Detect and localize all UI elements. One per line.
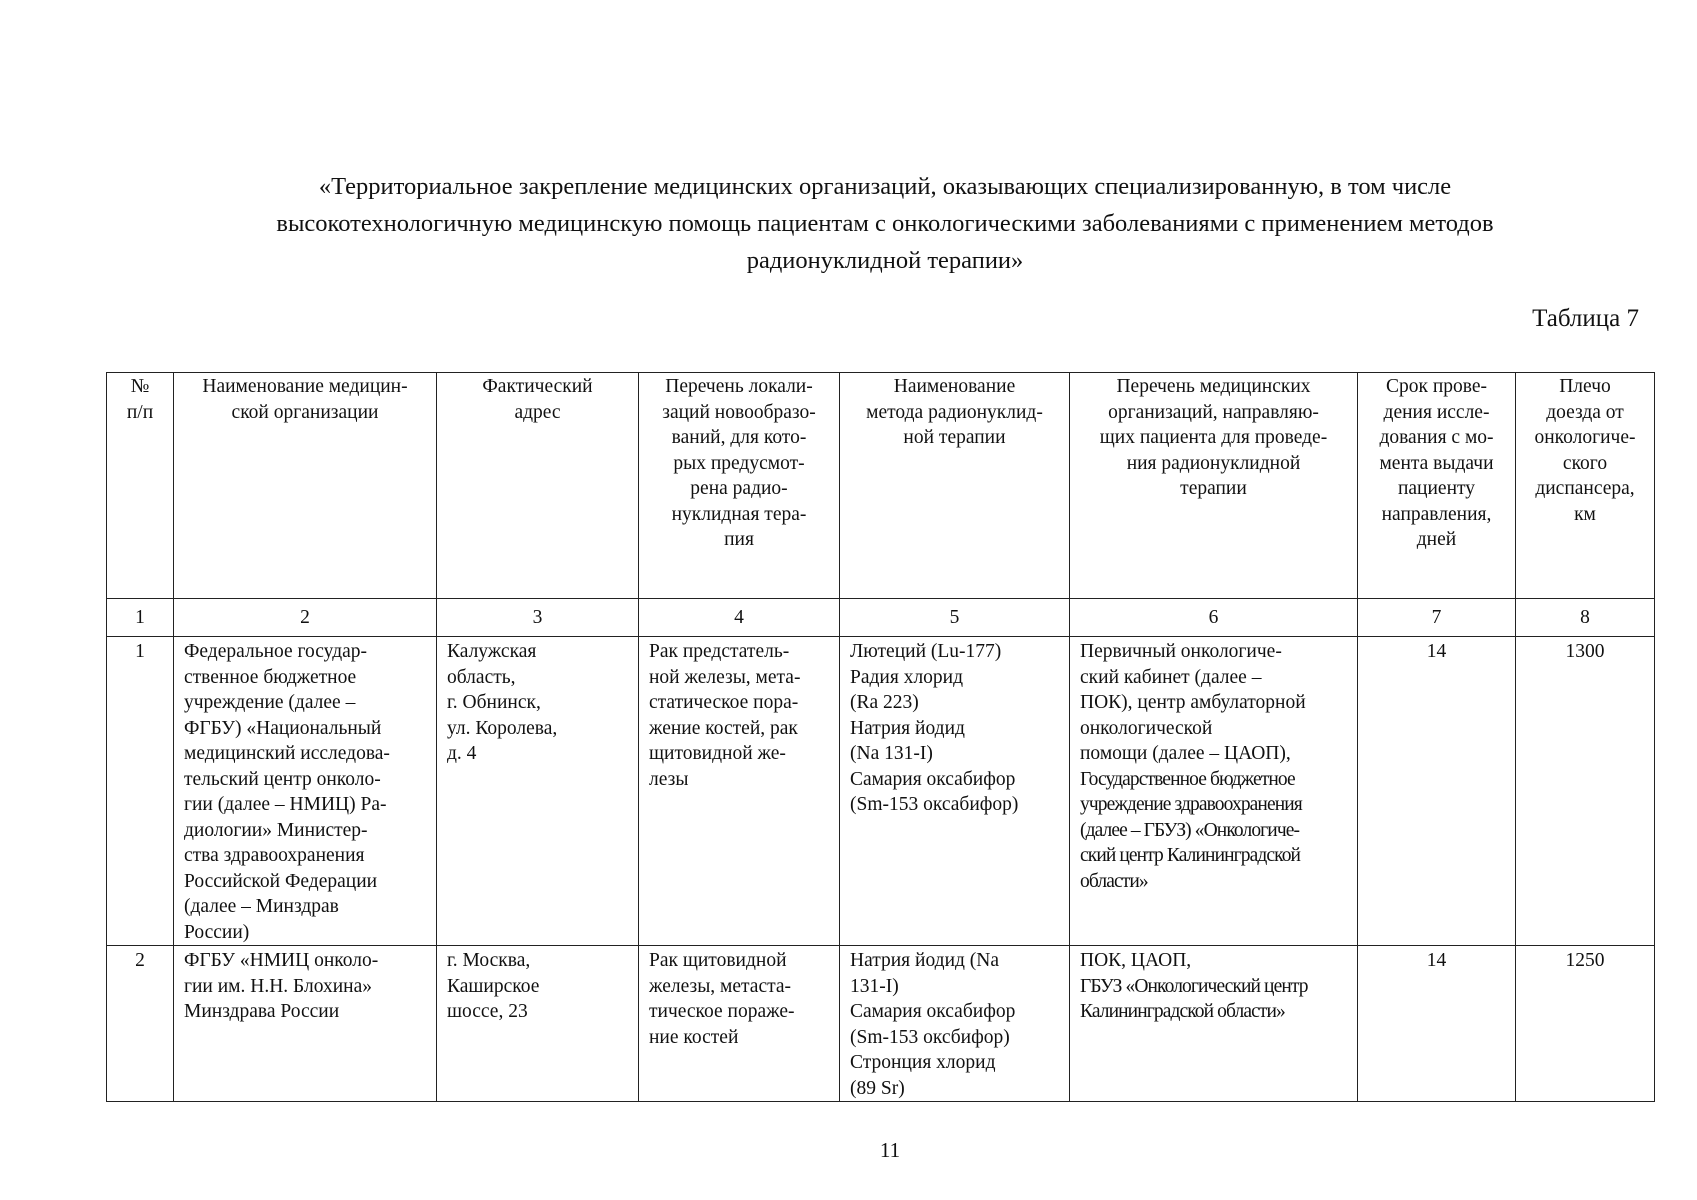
text-line: Наименование медицин- <box>202 376 408 397</box>
title-line: радионуклидной терапии» <box>746 247 1024 274</box>
text-line: направления, <box>1381 503 1492 525</box>
method-cell <box>840 946 1070 1102</box>
text-line: Плечо <box>1559 376 1611 397</box>
title-line: высокотехнологичную медицинскую помощь пациентам с онкологическими заболеваниями с применением методов <box>276 210 1494 237</box>
text-line: учреждение здравоохранения <box>1080 794 1302 815</box>
text-line: (Na 131-I) <box>850 743 933 764</box>
header-cell <box>840 373 1070 599</box>
text-line: адрес <box>514 401 561 423</box>
header-cell <box>174 373 437 599</box>
text-line: п/п <box>126 401 154 423</box>
text-line: пациенту <box>1397 478 1476 499</box>
localization-cell <box>639 637 840 946</box>
text-line: ной железы, мета- <box>649 666 801 688</box>
text-line: терапии <box>1180 478 1247 499</box>
column-number-row <box>107 599 1655 637</box>
text-line: (далее – ГБУЗ) «Онкологиче- <box>1080 819 1300 841</box>
text-line: щих пациента для проведе- <box>1099 427 1328 448</box>
text-line: Российской Федерации <box>184 870 378 892</box>
header-cell <box>639 373 840 599</box>
table-row <box>107 946 1655 1102</box>
data-table <box>106 372 1655 1102</box>
organization-cell <box>174 946 437 1102</box>
text-line: метода радионуклид- <box>866 401 1043 423</box>
text-line: Самария оксабифор <box>850 1001 1016 1022</box>
text-line: диологии» Министер- <box>184 819 368 841</box>
page-number: 11 <box>879 1138 901 1162</box>
organization-cell <box>174 637 437 946</box>
text-line: 131-I) <box>850 975 899 997</box>
text-line: рена радио- <box>690 478 788 499</box>
text-line: область, <box>447 666 516 688</box>
text-line: дования с мо- <box>1379 427 1494 448</box>
distance-cell: 1250 <box>1516 946 1655 1102</box>
text-line: мента выдачи <box>1379 452 1494 474</box>
text-line: (далее – Минздрав <box>184 896 339 917</box>
method-cell <box>840 637 1070 946</box>
text-line: Рак щитовидной <box>649 950 787 971</box>
text-line: Каширское <box>447 975 540 997</box>
column-number-cell: 3 <box>437 599 639 637</box>
column-number-cell: 8 <box>1516 599 1655 637</box>
text-line: щитовидной же- <box>649 743 786 764</box>
text-line: ул. Королева, <box>447 717 558 739</box>
header-cell <box>437 373 639 599</box>
text-line: ской организации <box>231 401 379 423</box>
days-cell: 14 <box>1358 637 1516 946</box>
text-line: шоссе, 23 <box>447 1001 528 1022</box>
text-line: Рак предстатель- <box>649 641 790 662</box>
text-line: Стронция хлорид <box>850 1052 996 1073</box>
text-line: г. Обнинск, <box>447 692 541 713</box>
text-line: (Sm-153 оксабифор) <box>850 794 1019 815</box>
text-line: Срок прове- <box>1385 376 1488 397</box>
text-line: ский кабинет (далее – <box>1080 666 1262 688</box>
referring-text-narrow <box>1080 974 1347 1025</box>
text-line: ского <box>1562 452 1608 474</box>
text-line: России) <box>184 921 250 943</box>
document-title <box>150 168 1620 279</box>
column-number-cell: 2 <box>174 599 437 637</box>
row-number-cell: 2 <box>107 946 174 1102</box>
header-cell <box>1358 373 1516 599</box>
referring-organizations-cell <box>1070 637 1358 946</box>
text-line: Натрия йодид <box>850 717 965 739</box>
text-line: дения иссле- <box>1383 401 1490 423</box>
text-line: (Ra 223) <box>850 692 919 713</box>
referring-text <box>1080 639 1347 767</box>
text-line: ной терапии <box>903 427 1006 448</box>
text-line: области» <box>1080 870 1148 892</box>
text-line: ваний, для кото- <box>671 427 807 448</box>
text-line: дней <box>1416 529 1457 550</box>
text-line: Федеральное государ- <box>184 641 368 662</box>
title-line: «Территориальное закрепление медицинских организаций, оказывающих специализированную, в том числе <box>318 173 1452 200</box>
text-line: гии (далее – НМИЦ) Ра- <box>184 794 387 815</box>
text-line: Государственное бюджетное <box>1080 768 1295 790</box>
text-line: тельский центр онколо- <box>184 768 381 790</box>
table-header-row <box>107 373 1655 599</box>
text-line: № <box>130 376 150 397</box>
distance-cell: 1300 <box>1516 637 1655 946</box>
text-line: ственное бюджетное <box>184 666 357 688</box>
text-line: пия <box>724 529 754 550</box>
text-line: Радия хлорид <box>850 666 964 688</box>
text-line: ГБУЗ «Онкологический центр <box>1080 975 1308 997</box>
text-line: Калужская <box>447 641 537 662</box>
text-line: ский центр Калининградской <box>1080 845 1301 866</box>
row-number-cell: 1 <box>107 637 174 946</box>
text-line: Перечень локали- <box>665 376 813 397</box>
text-line: ФГБУ «НМИЦ онколо- <box>184 950 379 971</box>
referring-text <box>1080 948 1347 974</box>
text-line: Минздрава России <box>184 1001 340 1022</box>
text-line: Самария оксабифор <box>850 768 1016 790</box>
text-line: Фактический <box>482 376 593 397</box>
text-line: заций новообразо- <box>662 401 816 423</box>
header-cell <box>1516 373 1655 599</box>
table-label: Таблица 7 <box>1532 305 1639 332</box>
text-line: (Sm-153 оксбифор) <box>850 1026 1010 1048</box>
text-line: Первичный онкологиче- <box>1080 641 1282 662</box>
text-line: рых предусмот- <box>673 452 805 474</box>
text-line: Перечень медицинских <box>1116 376 1311 397</box>
text-line: жение костей, рак <box>649 717 798 739</box>
text-line: нуклидная тера- <box>671 503 807 525</box>
text-line: учреждение (далее – <box>184 692 356 713</box>
text-line: медицинский исследова- <box>184 743 390 764</box>
text-line: помощи (далее – ЦАОП), <box>1080 743 1291 764</box>
referring-organizations-cell <box>1070 946 1358 1102</box>
address-cell <box>437 637 639 946</box>
header-cell <box>1070 373 1358 599</box>
text-line: онкологической <box>1080 717 1213 739</box>
text-line: организаций, направляю- <box>1108 401 1319 423</box>
text-line: онкологиче- <box>1534 427 1636 448</box>
text-line: ПОК, ЦАОП, <box>1080 950 1192 971</box>
text-line: гии им. Н.Н. Блохина» <box>184 975 373 997</box>
text-line: ства здравоохранения <box>184 845 365 866</box>
text-line: доезда от <box>1546 401 1624 423</box>
text-line: диспансера, <box>1535 478 1635 499</box>
text-line: км <box>1574 503 1596 525</box>
text-line: тическое пораже- <box>649 1001 795 1022</box>
text-line: статическое пора- <box>649 692 799 713</box>
column-number-cell: 1 <box>107 599 174 637</box>
text-line: ФГБУ) «Национальный <box>184 717 382 739</box>
days-cell: 14 <box>1358 946 1516 1102</box>
column-number-cell: 5 <box>840 599 1070 637</box>
address-cell <box>437 946 639 1102</box>
text-line: ПОК), центр амбулаторной <box>1080 692 1306 713</box>
text-line: г. Москва, <box>447 950 531 971</box>
localization-cell <box>639 946 840 1102</box>
text-line: Лютеций (Lu-177) <box>850 641 1002 662</box>
text-line: (89 Sr) <box>850 1077 905 1099</box>
text-line: д. 4 <box>447 743 477 764</box>
column-number-cell: 7 <box>1358 599 1516 637</box>
table-row <box>107 637 1655 946</box>
text-line: железы, метаста- <box>649 975 792 997</box>
referring-text-narrow <box>1080 767 1347 895</box>
text-line: Натрия йодид (Na <box>850 950 1000 971</box>
header-cell <box>107 373 174 599</box>
text-line: ния радионуклидной <box>1126 452 1301 474</box>
column-number-cell: 4 <box>639 599 840 637</box>
text-line: ние костей <box>649 1026 739 1048</box>
text-line: Наименование <box>893 376 1016 397</box>
text-line: лезы <box>649 768 689 790</box>
column-number-cell: 6 <box>1070 599 1358 637</box>
text-line: Калининградской области» <box>1080 1001 1285 1022</box>
